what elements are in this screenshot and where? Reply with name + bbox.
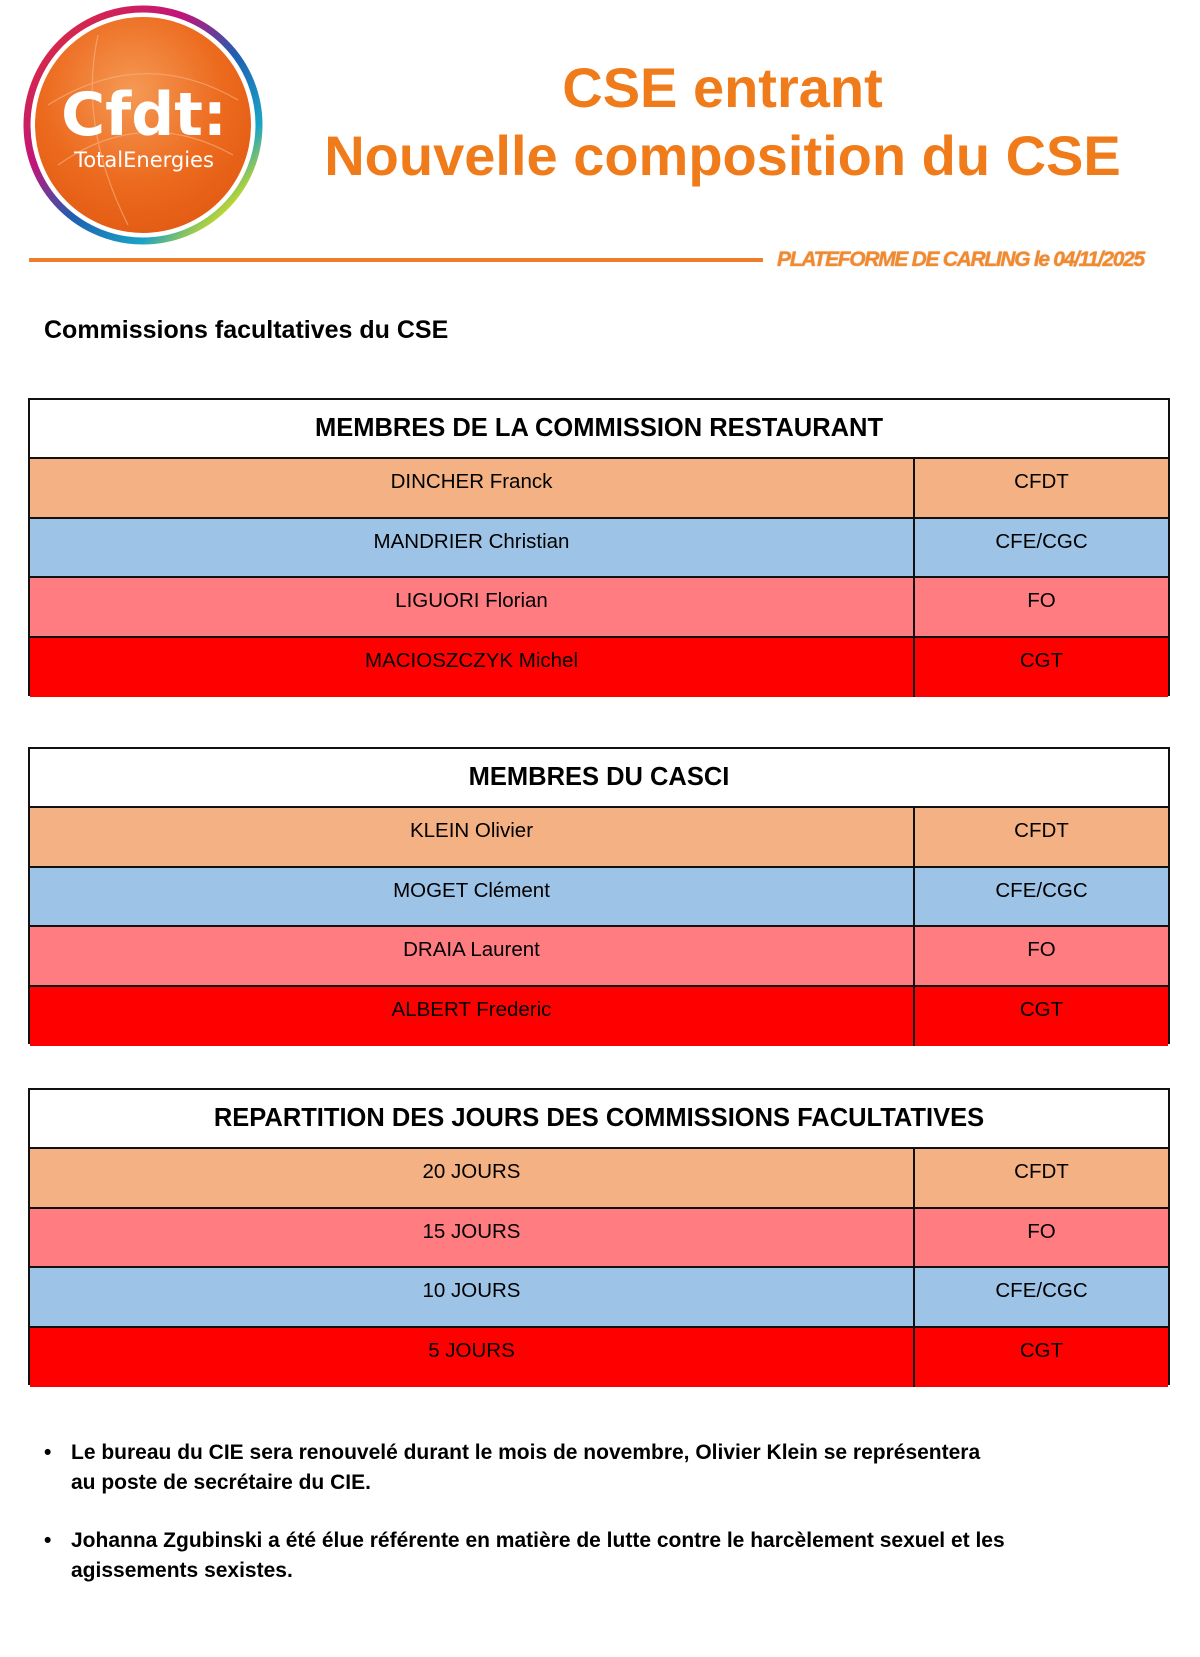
union: CFE/CGC xyxy=(995,529,1088,553)
days-count: 20 JOURS xyxy=(30,1149,915,1207)
member-name: DRAIA Laurent xyxy=(30,927,915,985)
cfdt-totalenergies-logo xyxy=(18,5,268,255)
days-count: 15 JOURS xyxy=(30,1209,915,1267)
member-name: KLEIN Olivier xyxy=(30,808,915,866)
table-title: MEMBRES DU CASCI xyxy=(30,749,1168,808)
member-name: LIGUORI Florian xyxy=(30,578,915,636)
table-row xyxy=(30,578,1168,638)
union: CFDT xyxy=(1014,470,1069,493)
union: CGT xyxy=(1019,997,1064,1021)
union: CFE/CGC xyxy=(995,878,1088,902)
restaurant-commission-table xyxy=(28,398,1170,696)
union: CFDT xyxy=(1014,819,1069,842)
member-name: MOGET Clément xyxy=(30,868,915,926)
location-date: PLATEFORME DE CARLING le 04/11/2025 xyxy=(777,248,1144,271)
bullet-icon: • xyxy=(44,1529,52,1552)
member-name: MANDRIER Christian xyxy=(30,519,915,577)
union: CFDT xyxy=(1014,1160,1069,1183)
union: FO xyxy=(1027,938,1056,961)
bullet-item: • Le bureau du CIE sera renouvelé durant le mois de novembre, Olivier Klein se représentera au poste de secrétaire du CIE. xyxy=(44,1438,1164,1498)
union: FO xyxy=(1027,589,1056,612)
table-title: MEMBRES DE LA COMMISSION RESTAURANT xyxy=(30,400,1168,459)
table-row xyxy=(30,927,1168,987)
union: CFE/CGC xyxy=(995,1279,1088,1302)
table-row xyxy=(30,519,1168,579)
table-row xyxy=(30,808,1168,868)
member-name: DINCHER Franck xyxy=(30,459,915,517)
table-row xyxy=(30,459,1168,519)
page-title-line2: Nouvelle composition du CSE xyxy=(324,124,1121,187)
table-row xyxy=(30,1209,1168,1269)
header-divider xyxy=(29,258,763,262)
table-row xyxy=(30,1328,1168,1388)
days-count: 5 JOURS xyxy=(30,1328,915,1388)
table-row xyxy=(30,987,1168,1047)
bullet-icon: • xyxy=(44,1441,52,1464)
section-subtitle: Commissions facultatives du CSE xyxy=(44,316,449,344)
member-name: ALBERT Frederic xyxy=(30,987,915,1047)
union: CGT xyxy=(1019,1338,1064,1362)
union: CGT xyxy=(1019,648,1064,672)
union: FO xyxy=(1027,1219,1056,1243)
svg-text:Cfdt:: Cfdt: xyxy=(61,80,227,150)
bullet-item: • Johanna Zgubinski a été élue référente en matière de lutte contre le harcèlement sexuel et les agissements sexistes. xyxy=(44,1526,1164,1586)
casci-table xyxy=(28,747,1170,1044)
days-count: 10 JOURS xyxy=(30,1268,915,1326)
table-row xyxy=(30,638,1168,698)
table-title: REPARTITION DES JOURS DES COMMISSIONS FACULTATIVES xyxy=(30,1090,1168,1149)
table-row xyxy=(30,868,1168,928)
table-row xyxy=(30,1149,1168,1209)
page-title-line1: CSE entrant xyxy=(562,56,883,119)
days-distribution-table xyxy=(28,1088,1170,1385)
table-row xyxy=(30,1268,1168,1328)
svg-text:TotalEnergies: TotalEnergies xyxy=(74,148,214,172)
member-name: MACIOSZCZYK Michel xyxy=(30,638,915,698)
